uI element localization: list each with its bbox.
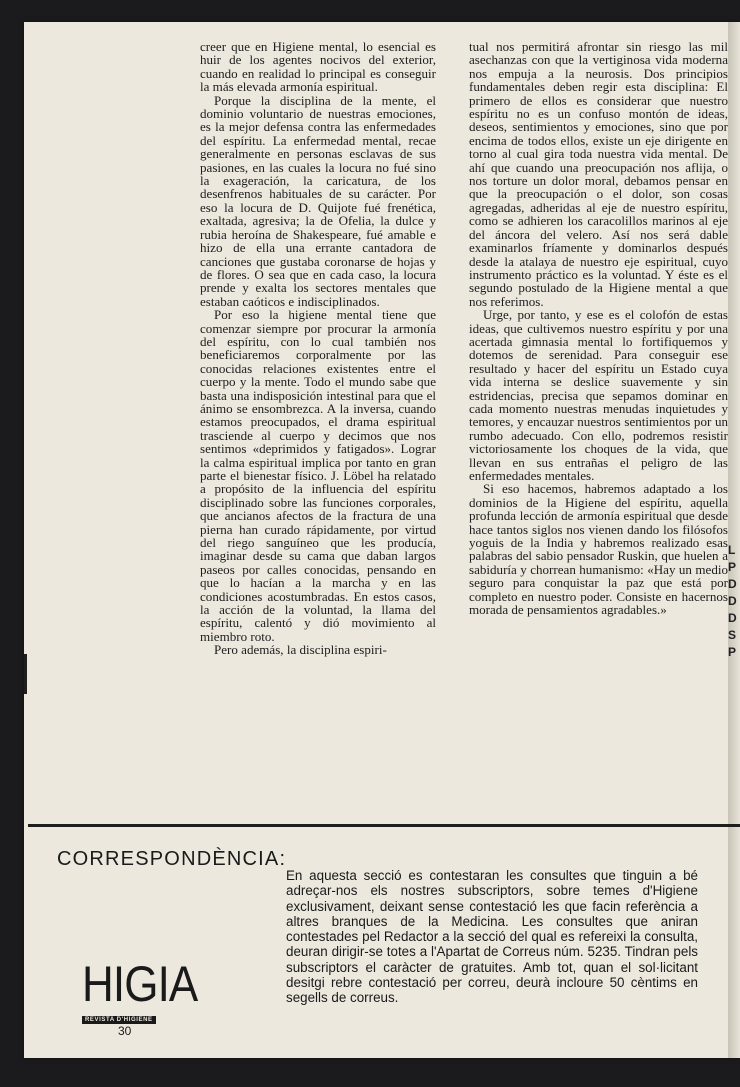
section-divider (28, 824, 740, 827)
paragraph: creer que en Higiene mental, lo esencial es huir de los agentes nocivos del exterior, cuando en realidad lo principal es conseguir la más elevada armonía espiritual. (200, 39, 436, 95)
paragraph: Por eso la higiene mental tiene que comenzar siempre por procurar la armonía del espíritu, con lo cual también nos beneficiaremos corporalmente por las conocidas relaciones existentes entre el cuerpo y la mente. Todo el mundo sabe que basta una indisposición intestinal para que el ánimo se ensombrezca. A la inversa, cuando estamos preocupados, el drama espiritual trasciende al cuerpo y decimos que nos sentimos «deprimidos y fatigados». Lograr la calma espiritual implica por tanto en gran parte el bienestar físico. J. Löbel ha relatado a propósito de la influencia del espíritu disciplinado sobre las funciones corporales, que ancianos afectos de la fractura de una pierna han curado rápidamente, por virtud del riego sanguíneo que les producía, imaginar desde su cama que daban largos paseos por calles conocidas, pensando en que lo hacían a la marcha y en las condiciones acostumbradas. En estos casos, la acción de la voluntad, la llama del espíritu, calentó y dió movimiento al miembro roto. (200, 307, 436, 644)
adjacent-page-edge (728, 22, 740, 1058)
adjacent-page-fragment (728, 542, 740, 661)
correspondence-body: En aquesta secció es contestaran les consultes que tinguin a bé adreçar-nos els nostres subscriptors, sobre temes d'Higiene exclusivament, deixant sense contestació les que facin referència a altres branques de la Medicina. Les consultes que aniran contestades pel Redactor a la secció del qual es refereixi la consulta, deuran dirigir-se totes a l'Apartat de Correus núm. 5235. Tindran pels subscriptors el caràcter de gratuites. Amb tot, quan el sol·licitant desitgi rebre contestació per correu, deurà incloure 50 cèntims en segells de correus. (286, 868, 698, 1006)
fragment-letter: D (728, 594, 737, 608)
margin-rule (24, 654, 27, 694)
correspondence-title: CORRESPONDÈNCIA: (57, 848, 287, 870)
logo-wordmark: HIGIA (82, 956, 198, 1012)
fragment-letter: L (728, 543, 736, 557)
paragraph: tual nos permitirá afrontar sin riesgo las mil asechanzas con que la vertiginosa vida moderna nos empuja a la neurosis. Dos principios fundamentales deben regir esta disciplina: El primero de ellos es considerar que nuestro espíritu no es un confuso montón de ideas, deseos, sentimientos y emociones, sino que por encima de todos ellos, existe un eje dirigente en torno al cual gira toda nuestra vida mental. De ahí que cuando una preocupación nos aflija, o nos torture un dolor moral, debamos pensar en que la preocupación o el dolor, son cosas agregadas, adheridas al eje de nuestro espíritu, como se adhieren los caracolillos marinos al eje del áncora del velero. Así nos será dable examinarlos fríamente y dominarlos después desde la atalaya de nuestro eje espiritual, cuyo instrumento práctico es la voluntad. Y éste es el segundo postulado de la Higiene mental a que nos referimos. (469, 39, 728, 309)
paragraph: Urge, por tanto, y ese es el colofón de estas ideas, que cultivemos nuestro espíritu y por una acertada gimnasia mental lo fortifiquemos y dotemos de serenidad. Para conseguir ese resultado y hacer del espíritu un Estado cuya vida interna se deslice suavemente y sin estridencias, precisa que sepamos dominar en cada momento nuestras menudas inquietudes y temores, y encauzar nuestros sentimientos por un rumbo adecuado. Con ello, podremos resistir victoriosamente los choques de la vida, que llevan en sus entrañas el peligro de las enfermedades mentales. (469, 307, 728, 483)
paragraph: Porque la disciplina de la mente, el dominio voluntario de nuestras emociones, es la mejor defensa contra las enfermedades del espíritu. La enfermedad mental, recae generalmente en personas esclavas de sus pasiones, en las cuales la locura no fué sino la exageración, la caricatura, de los desenfrenos habituales de su carácter. Por eso la locura de D. Quijote fué frenética, exaltada, agresiva; la de Ofelia, la dulce y rubia heroína de Shakespeare, fué amable e hizo de ella una errante cantadora de canciones que gustaba coronarse de hojas y de flores. O sea que en cada caso, la locura prende y exalta los sectores mentales que estaban caóticos e indisciplinados. (200, 92, 436, 309)
page-number: 30 (118, 1024, 132, 1038)
fragment-letter: P (728, 560, 737, 574)
fragment-letter: D (728, 577, 737, 591)
article-column-left (200, 40, 436, 657)
article-column-right (469, 40, 728, 616)
paragraph: Pero además, la disciplina espiri- (214, 642, 387, 658)
magazine-page (24, 22, 740, 1058)
higia-logo (82, 956, 198, 1026)
paragraph: Si eso hacemos, habremos adaptado a los dominios de la Higiene del espíritu, aquella profunda lección de armonía espiritual que desde hace tantos siglos nos vienen dando los filósofos yoguis de la India y habremos realizado esas palabras del sabio pensador Ruskin, que huelen a sabiduría y chorrean humanismo: «Hay un medio seguro para conquistar la paz que está por completo en nuestro poder. Consiste en hacernos morada de pensamientos agradables.» (469, 481, 728, 618)
logo-subtitle: REVISTA D'HIGIENE (82, 1016, 156, 1024)
fragment-letter: D (728, 611, 737, 625)
fragment-letter: S (728, 628, 737, 642)
fragment-letter: P (728, 645, 737, 659)
